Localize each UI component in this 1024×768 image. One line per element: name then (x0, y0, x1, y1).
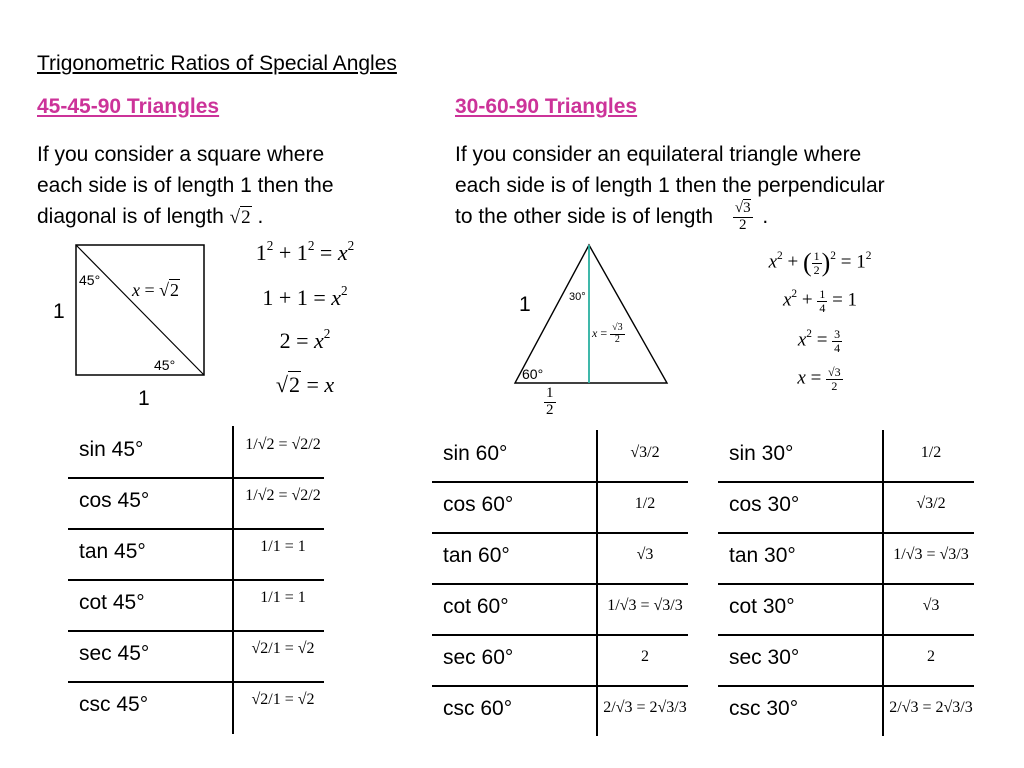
table30-value: √3 (922, 597, 940, 614)
radicand: 2 (241, 207, 251, 228)
table30-rule (718, 685, 974, 687)
table60-rule (432, 685, 688, 687)
side-label-bottom: 1 (138, 387, 150, 410)
table60-label: sec 60° (443, 646, 514, 669)
table60-rule (432, 634, 688, 636)
var-x: x (132, 280, 140, 300)
fraction-sqrt3-over-2: $\frac{√3}{2}$ (734, 200, 751, 233)
table30-label: cos 30° (729, 493, 800, 516)
table45-value: 1/1 = 1 (260, 589, 306, 606)
para-line: each side is of length 1 then the perpendicular (455, 174, 885, 197)
table60-value: 2 (641, 648, 649, 665)
denominator: 2 (546, 401, 554, 418)
table60-label: tan 60° (443, 544, 510, 567)
table45-label: cot 45° (79, 591, 145, 614)
equals: = (144, 280, 155, 300)
table60-label: csc 60° (443, 697, 513, 720)
table30-rule (718, 583, 974, 585)
table60-rule (432, 532, 688, 534)
table45-rule (68, 681, 324, 683)
table60-value: √3/2 (630, 444, 660, 461)
heading-45-45-90: 45-45-90 Triangles (37, 95, 220, 118)
table45-rule (68, 528, 324, 530)
paragraph-45-45-90 (37, 139, 427, 233)
table30-rule (718, 634, 974, 636)
triangle-outline (515, 245, 667, 383)
fraction: $\frac{√3}{2}$ (612, 322, 623, 345)
para-line (37, 201, 427, 233)
table30-value: 2/√3 = 2√3/3 (889, 699, 973, 716)
table60-value: √3 (636, 546, 654, 563)
table60-label: sin 60° (443, 442, 508, 465)
table60-label: cot 60° (443, 595, 509, 618)
denominator: 2 (614, 333, 620, 345)
table45-value: 1/1 = 1 (260, 538, 306, 555)
altitude-label (592, 323, 625, 345)
table45-label: sin 45° (79, 438, 144, 461)
table45-rule (68, 579, 324, 581)
table30-value: 2 (927, 648, 935, 665)
para-period: . (257, 205, 264, 228)
var-x: x (592, 325, 598, 340)
table30-label: cot 30° (729, 595, 795, 618)
table30-value: 1/√3 = √3/3 (893, 546, 969, 563)
para-text: diagonal is of length (37, 205, 224, 228)
heading-30-60-90: 30-60-90 Triangles (455, 95, 638, 118)
angle-label-60: 60° (522, 366, 544, 382)
table30-rule (718, 532, 974, 534)
equation-r1: $x^2$ + ( $\frac{1}{2}$ )$^2 = 1^2$ (768, 248, 872, 277)
page-title: Trigonometric Ratios of Special Angles (37, 52, 397, 75)
table60-rule (432, 481, 688, 483)
side-label-left: 1 (53, 300, 65, 323)
para-line: If you consider a square where (37, 143, 325, 166)
para-line (455, 201, 1015, 234)
table30-label: sin 30° (729, 442, 794, 465)
table60-value: 1/√3 = √3/3 (607, 597, 683, 614)
angle-label-top: 45° (79, 272, 101, 288)
table45-label: csc 45° (79, 693, 149, 716)
table30-label: csc 30° (729, 697, 799, 720)
para-text: to the other side is of length (455, 205, 713, 228)
table30-label: tan 30° (729, 544, 796, 567)
numerator: 1 (546, 385, 554, 401)
sqrt-expression: √2 (159, 280, 180, 300)
para-line: If you consider an equilateral triangle where (455, 143, 862, 166)
equals: = (600, 325, 608, 340)
table30-rule (718, 481, 974, 483)
base-half-label (544, 386, 556, 419)
table60-value: 1/2 (634, 495, 656, 512)
table30-value: √3/2 (916, 495, 946, 512)
table45-value: √2/1 = √2 (251, 640, 315, 657)
fraction (544, 386, 556, 419)
table45-label: cos 45° (79, 489, 150, 512)
square-diagram (70, 240, 210, 380)
table60-value: 2/√3 = 2√3/3 (603, 699, 687, 716)
equation-r4: x = $\frac{√3}{2}$ (797, 365, 841, 393)
numerator: 3 (743, 200, 751, 217)
diagonal-label (132, 280, 180, 301)
sqrt-expression: √2 (229, 207, 251, 228)
table45-label: sec 45° (79, 642, 150, 665)
radicand: 2 (170, 280, 180, 300)
paragraph-30-60-90 (455, 139, 1015, 234)
table45-value: 1/√2 = √2/2 (245, 487, 321, 504)
table30-value: 1/2 (920, 444, 942, 461)
table45-value: √2/1 = √2 (251, 691, 315, 708)
table45-rule (68, 477, 324, 479)
angle-label-30: 30° (569, 291, 586, 303)
table60-rule (432, 583, 688, 585)
table30-label: sec 30° (729, 646, 800, 669)
numerator: 3 (617, 322, 623, 333)
para-line: each side is of length 1 then the (37, 174, 334, 197)
para-period: . (762, 205, 769, 228)
equation-r3: $x^2$ = $\frac{3}{4}$ (797, 327, 841, 355)
equation-1: $1^2 + 1^2 = x^2$ (255, 238, 355, 265)
denominator: 2 (733, 217, 753, 234)
table45-label: tan 45° (79, 540, 146, 563)
angle-label-bottom: 45° (154, 357, 176, 373)
equation-r2: $x^2$ + $\frac{1}{4}$ = 1 (782, 287, 858, 315)
square-diagonal (76, 245, 204, 375)
equation-3: $2 = x^2$ (279, 326, 331, 353)
triangle-side-label: 1 (519, 293, 531, 316)
equation-2: $1 + 1 = x^2$ (262, 283, 348, 310)
table60-label: cos 60° (443, 493, 514, 516)
table45-value: 1/√2 = √2/2 (245, 436, 321, 453)
table45-rule (68, 630, 324, 632)
equation-4: √2 = x (275, 372, 335, 397)
